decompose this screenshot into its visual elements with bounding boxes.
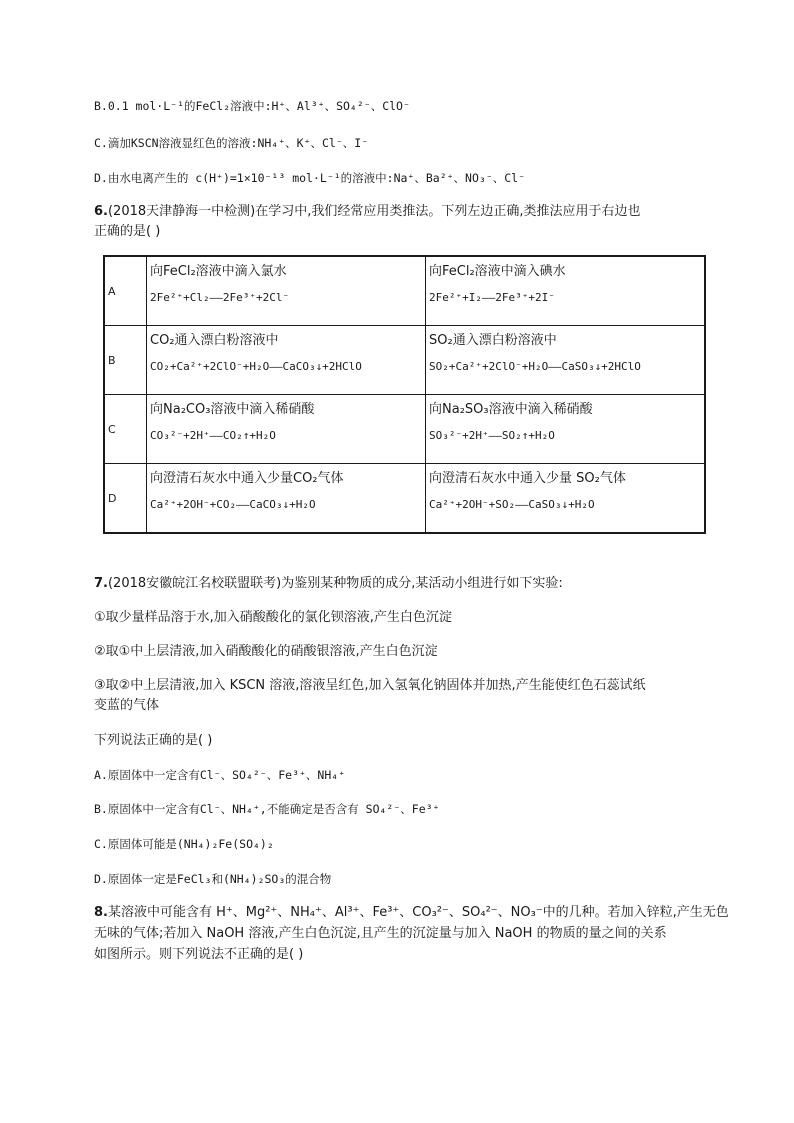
row-label: A (104, 256, 147, 326)
q7-option-c: C.原固体可能是(NH₄)₂Fe(SO₄)₂ (94, 837, 274, 851)
q7-stem (94, 575, 563, 593)
right-cell (426, 464, 706, 534)
left-title: 向澄清石灰水中通入少量CO₂气体 (150, 471, 344, 486)
left-title: 向Na₂CO₃溶液中滴入稀硝酸 (150, 402, 315, 417)
right-title: 向澄清石灰水中通入少量 SO₂气体 (429, 471, 626, 486)
row-label: D (104, 464, 147, 534)
table-row (104, 395, 705, 464)
right-cell (426, 326, 706, 395)
right-equation: 2Fe²⁺+I₂——2Fe³⁺+2I⁻ (429, 291, 555, 304)
left-equation: 2Fe²⁺+Cl₂——2Fe³⁺+2Cl⁻ (150, 291, 290, 304)
left-cell (147, 326, 426, 395)
row-label: B (104, 326, 147, 395)
table-row (104, 256, 705, 326)
option-c-prev: C.滴加KSCN溶液显红色的溶液:NH₄⁺、K⁺、Cl⁻、I⁻ (94, 136, 369, 150)
left-equation: CO₃²⁻+2H⁺——CO₂↑+H₂O (150, 429, 276, 442)
left-equation: Ca²⁺+2OH⁻+CO₂——CaCO₃↓+H₂O (150, 498, 316, 511)
left-equation: CO₂+Ca²⁺+2ClO⁻+H₂O——CaCO₃↓+2HClO (150, 360, 362, 373)
q6-text-line1: (2018天津静海一中检测)在学习中,我们经常应用类推法。下列左边正确,类推法应用于右边也 (107, 204, 641, 219)
q6-stem-line1 (94, 203, 640, 221)
q6-stem-line2: 正确的是( ) (94, 224, 161, 239)
right-equation: Ca²⁺+2OH⁻+SO₂——CaSO₃↓+H₂O (429, 498, 595, 511)
option-b-prev: B.0.1 mol·L⁻¹的FeCl₂溶液中:H⁺、Al³⁺、SO₄²⁻、ClO⁻ (94, 99, 410, 113)
q7-text: (2018安徽皖江名校联盟联考)为鉴别某种物质的成分,某活动小组进行如下实验: (107, 576, 563, 591)
right-cell (426, 256, 706, 326)
q7-number: 7. (94, 576, 108, 591)
q6-number: 6. (94, 204, 108, 219)
option-d-prev: D.由水电离产生的 c(H⁺)=1×10⁻¹³ mol·L⁻¹的溶液中:Na⁺、Ba²⁺、NO₃⁻、Cl⁻ (94, 171, 526, 185)
q8-stem-line2: 无味的气体;若加入 NaOH 溶液,产生白色沉淀,且产生的沉淀量与加入 NaOH 的物质的量之间的关系 (94, 926, 667, 941)
table-row (104, 326, 705, 395)
right-title: SO₂通入漂白粉溶液中 (429, 333, 557, 348)
q7-prompt: 下列说法正确的是( ) (94, 733, 213, 748)
q7-option-a: A.原固体中一定含有Cl⁻、SO₄²⁻、Fe³⁺、NH₄⁺ (94, 768, 346, 782)
q8-text-line1: 某溶液中可能含有 H⁺、Mg²⁺、NH₄⁺、Al³⁺、Fe³⁺、CO₃²⁻、SO₄²⁻、NO₃⁻中的几种。若加入锌粒,产生无色 (107, 905, 729, 920)
q8-number: 8. (94, 905, 108, 920)
left-title: CO₂通入漂白粉溶液中 (150, 333, 279, 348)
q8-stem-line3: 如图所示。则下列说法不正确的是( ) (94, 947, 304, 962)
row-label: C (104, 395, 147, 464)
q7-option-b: B.原固体中一定含有Cl⁻、NH₄⁺,不能确定是否含有 SO₄²⁻、Fe³⁺ (94, 802, 440, 816)
right-equation: SO₂+Ca²⁺+2ClO⁻+H₂O——CaSO₃↓+2HClO (429, 360, 641, 373)
right-title: 向Na₂SO₃溶液中滴入稀硝酸 (429, 402, 593, 417)
q7-step3-line1: ③取②中上层清液,加入 KSCN 溶液,溶液呈红色,加入氢氧化钠固体并加热,产生能使红色石蕊试纸 (94, 678, 646, 693)
q7-step1: ①取少量样品溶于水,加入硝酸酸化的氯化钡溶液,产生白色沉淀 (94, 610, 452, 625)
q7-step3-line2: 变蓝的气体 (94, 698, 160, 713)
left-cell (147, 395, 426, 464)
q7-step2: ②取①中上层清液,加入硝酸酸化的硝酸银溶液,产生白色沉淀 (94, 644, 438, 659)
q6-comparison-table (103, 255, 706, 534)
left-cell (147, 464, 426, 534)
q8-stem-line1 (94, 904, 729, 922)
right-cell (426, 395, 706, 464)
right-title: 向FeCl₂溶液中滴入碘水 (429, 264, 566, 279)
left-title: 向FeCl₂溶液中滴入氯水 (150, 264, 287, 279)
q7-option-d: D.原固体一定是FeCl₃和(NH₄)₂SO₃的混合物 (94, 872, 332, 886)
right-equation: SO₃²⁻+2H⁺——SO₂↑+H₂O (429, 429, 555, 442)
left-cell (147, 256, 426, 326)
table-row (104, 464, 705, 534)
